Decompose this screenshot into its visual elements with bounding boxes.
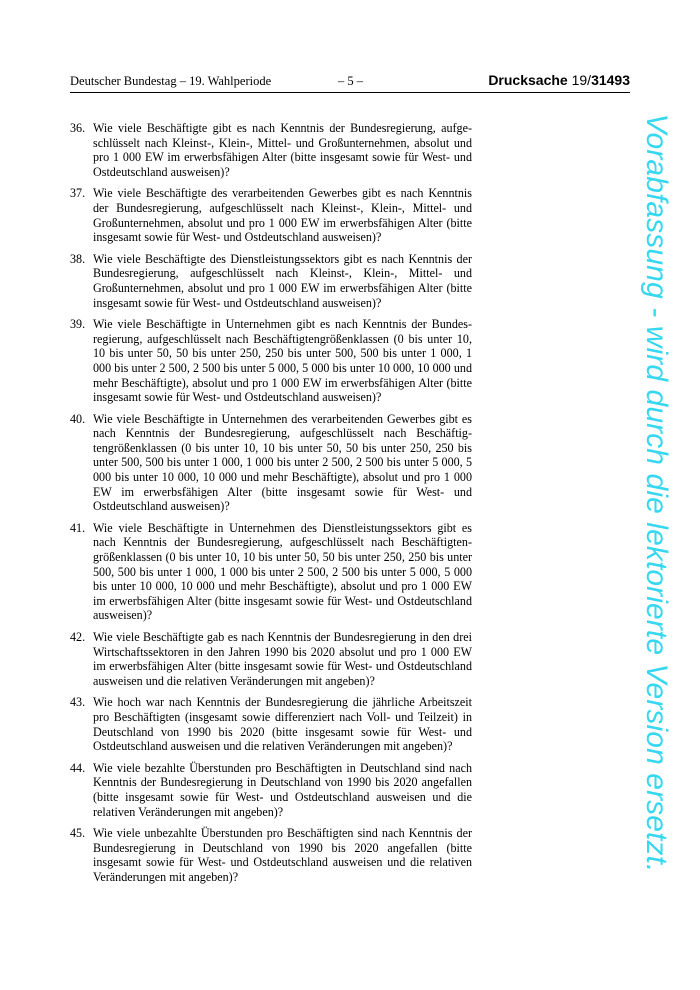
doc-number: 31493 (591, 72, 630, 88)
question-number: 37. (70, 186, 86, 201)
question-text: Wie viele unbezahlte Überstunden pro Beschäftigten sind nach Kenntnis der Bundesregierung in Deutschland von 1990 bis 2020 angefallen (bitte insgesamt sowie für West- und Ostdeutschland ausweisen und die relativen Veränderungen mit angeben)? (93, 826, 472, 884)
watermark-text: Vorabfassung - wird durch die lektorierte Version ersetzt. (640, 113, 673, 873)
question-item (70, 521, 472, 623)
question-item (70, 317, 472, 405)
question-item (70, 121, 472, 179)
question-item (70, 630, 472, 688)
question-text: Wie viele Beschäftigte gibt es nach Kenntnis der Bundesregierung, aufgeschlüsselt nach Kleinst-, Klein-, Mittel- und Großunternehmen, absolut und pro 1 000 EW im erwerbsfähigen Alter (bitte insgesamt sowie für West- und Ostdeutschland ausweisen)? (93, 121, 472, 179)
question-text: Wie viele Beschäftigte gab es nach Kenntnis der Bundesregierung in den drei Wirtschaftssektoren in den Jahren 1990 bis 2020 absolut und pro 1 000 EW im erwerbsfähigen Alter (bitte insgesamt sowie für West- und Ostdeutschland ausweisen und die relativen Veränderungen mit angeben)? (93, 630, 472, 688)
question-text: Wie viele Beschäftigte des Dienstleistungssektors gibt es nach Kenntnis der Bundesregierung, aufgeschlüsselt nach Kleinst-, Klein-, Mittel- und Großunternehmen, absolut und pro 1 000 EW im erwerbsfähigen Alter (bitte insgesamt sowie für West- und Ostdeutschland ausweisen)? (93, 251, 472, 310)
question-text: Wie viele Beschäftigte in Unternehmen des verarbeitenden Gewerbes gibt es nach Kenntnis der Bundesregierung, aufgeschlüsselt nach Beschäftigtengrößenklassen (0 bis unter 10, 10 bis unter 50, 50 bis unter 250, 250 bis unter 500, 500 bis unter 1 000, 1 000 bis unter 2 500, 2 500 bis unter 5 000, 5 000 bis unter 10 000, 10 000 und mehr Beschäftigte), absolut und pro 1 000 EW im erwerbsfähigen Alter (bitte insgesamt sowie für West- und Ostdeutschland ausweisen)? (93, 411, 472, 514)
document-reference (488, 72, 630, 88)
question-text: Wie viele Beschäftigte des verarbeitenden Gewerbes gibt es nach Kenntnis der Bundesregierung, aufgeschlüsselt nach Kleinst-, Klein-, Mittel- und Großunternehmen, absolut und pro 1 000 EW im erwerbsfähigen Alter (bitte insgesamt sowie für West- und Ostdeutschland ausweisen)? (93, 186, 472, 245)
question-item (70, 826, 472, 884)
question-list (70, 121, 472, 892)
question-text: Wie viele Beschäftigte in Unternehmen gibt es nach Kenntnis der Bundesregierung, aufgeschlüsselt nach Beschäftigtengrößenklassen (0 bis unter 10, 10 bis unter 50, 50 bis unter 250, 250 bis unter 500, 500 bis unter 1 000, 1 000 bis unter 2 500, 2 500 bis unter 5 000, 5 000 bis unter 10 000, 10 000 und mehr Beschäftigte), absolut und pro 1 000 EW im erwerbsfähigen Alter (bitte insgesamt sowie für West- und Ostdeutschland ausweisen)? (93, 317, 472, 405)
doc-period: 19/ (571, 72, 592, 88)
question-number: 38. (70, 251, 86, 266)
question-number: 45. (70, 826, 86, 841)
header-rule (70, 92, 630, 93)
question-number: 41. (70, 520, 86, 535)
question-item (70, 761, 472, 819)
question-number: 36. (70, 121, 86, 135)
header-parliament: Deutscher Bundestag – 19. Wahlperiode (70, 74, 272, 88)
preliminary-version-watermark (628, 108, 684, 878)
question-number: 42. (70, 630, 86, 644)
question-text: Wie viele bezahlte Überstunden pro Beschäftigten in Deutschland sind nach Kenntnis der Bundesregierung in Deutschland von 1990 bis 2020 angefallen (bitte insgesamt sowie für West- und Ostdeutschland ausweisen und die relativen Veränderungen mit angeben)? (93, 760, 472, 819)
page-header (70, 72, 630, 90)
page-number: – 5 – (338, 74, 363, 88)
question-item (70, 695, 472, 753)
question-number: 43. (70, 695, 86, 710)
question-number: 44. (70, 760, 86, 775)
question-item (70, 186, 472, 244)
question-text: Wie viele Beschäftigte in Unternehmen des Dienstleistungssektors gibt es nach Kenntnis der Bundesregierung, aufgeschlüsselt nach Beschäftigtengrößenklassen (0 bis unter 10, 10 bis unter 50, 50 bis unter 250, 250 bis unter 500, 500 bis unter 1 000, 1 000 bis unter 2 500, 2 500 bis unter 5 000, 5 000 bis unter 10 000, 10 000 und mehr Beschäftigte), absolut und pro 1 000 EW im erwerbsfähigen Alter (bitte insgesamt sowie für West- und Ostdeutschland ausweisen)? (93, 520, 472, 623)
question-number: 40. (70, 411, 86, 426)
question-item (70, 412, 472, 514)
doc-label: Drucksache (488, 72, 568, 88)
question-text: Wie hoch war nach Kenntnis der Bundesregierung die jährliche Arbeitszeit pro Beschäftigten (insgesamt sowie differenziert nach Voll- und Teilzeit) in Deutschland von 1990 bis 2020 (bitte insgesamt sowie für West- und Ostdeutschland ausweisen und die relativen Veränderungen mit angeben)? (93, 695, 472, 754)
question-number: 39. (70, 317, 86, 332)
question-item (70, 252, 472, 310)
